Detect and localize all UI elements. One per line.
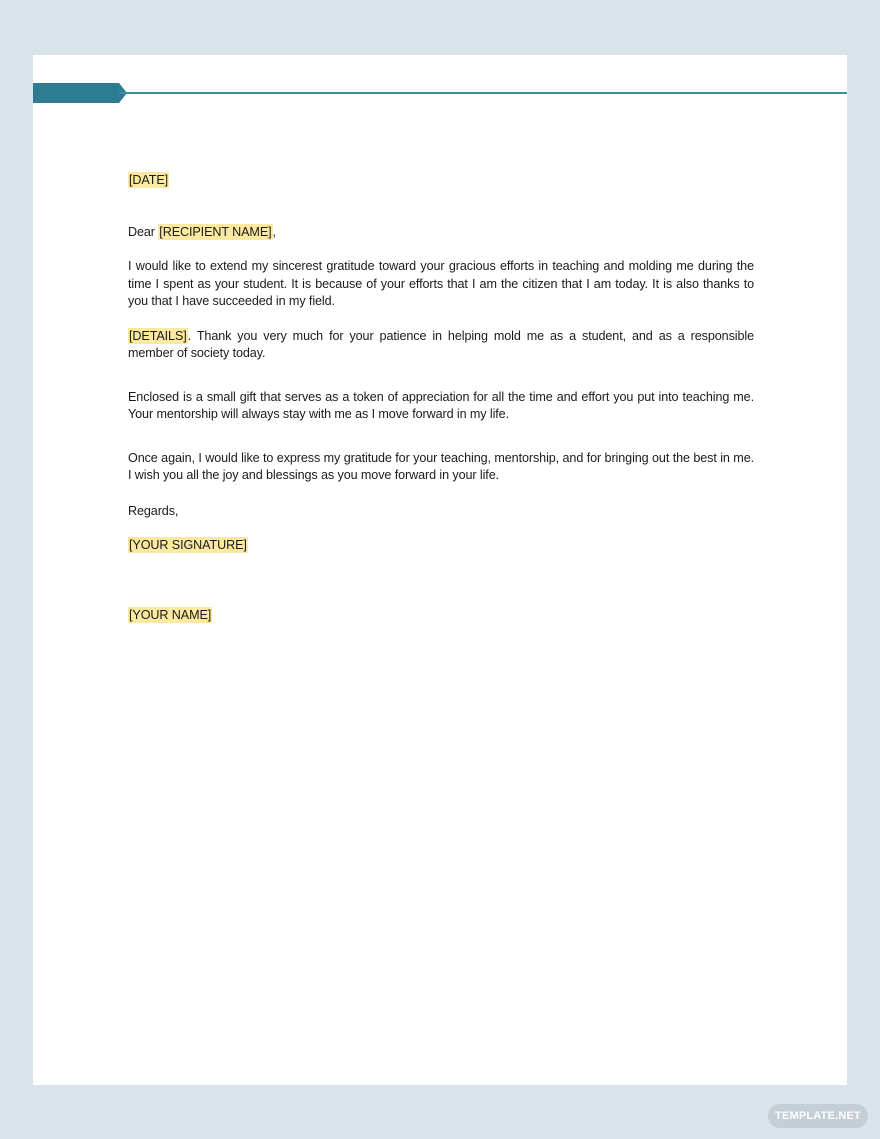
closing-regards: Regards,: [128, 503, 179, 518]
date-line: [128, 172, 754, 190]
salutation-suffix: ,: [272, 224, 276, 239]
recipient-placeholder: [RECIPIENT NAME]: [159, 224, 272, 239]
signature-line: [128, 537, 754, 555]
header-accent-bar: [33, 83, 119, 103]
letter-page: [33, 55, 847, 1085]
name-line: [128, 607, 754, 625]
header-rule-line: [119, 92, 847, 94]
salutation: [128, 224, 754, 242]
signature-placeholder: [YOUR SIGNATURE]: [129, 538, 247, 552]
paragraph-details-text: . Thank you very much for your patience in helping mold me as a student, and as a responsible member of society today.: [128, 328, 754, 360]
paragraph-closing: Once again, I would like to express my gratitude for your teaching, mentorship, and for bringing out the best in me. I wish you all the joy and blessings as you move forward in your life.: [128, 450, 754, 482]
letter-body: [128, 172, 754, 624]
name-placeholder: [YOUR NAME]: [129, 607, 212, 622]
date-placeholder: [DATE]: [129, 173, 169, 187]
salutation-prefix: Dear: [128, 224, 159, 239]
paragraph-gift: Enclosed is a small gift that serves as a token of appreciation for all the time and effort you put into teaching me. Your mentorship will always stay with me as I move forward in my life.: [128, 389, 754, 421]
paragraph-details: [128, 328, 754, 363]
details-placeholder: [DETAILS]: [129, 328, 187, 343]
paragraph-gratitude: I would like to extend my sincerest gratitude toward your gracious efforts in teaching and molding me during the time I spent as your student. It is because of your efforts that I am the citizen that I am today. It is also thanks to you that I have succeeded in my field.: [128, 259, 754, 308]
watermark-badge: TEMPLATE.NET: [768, 1104, 868, 1128]
